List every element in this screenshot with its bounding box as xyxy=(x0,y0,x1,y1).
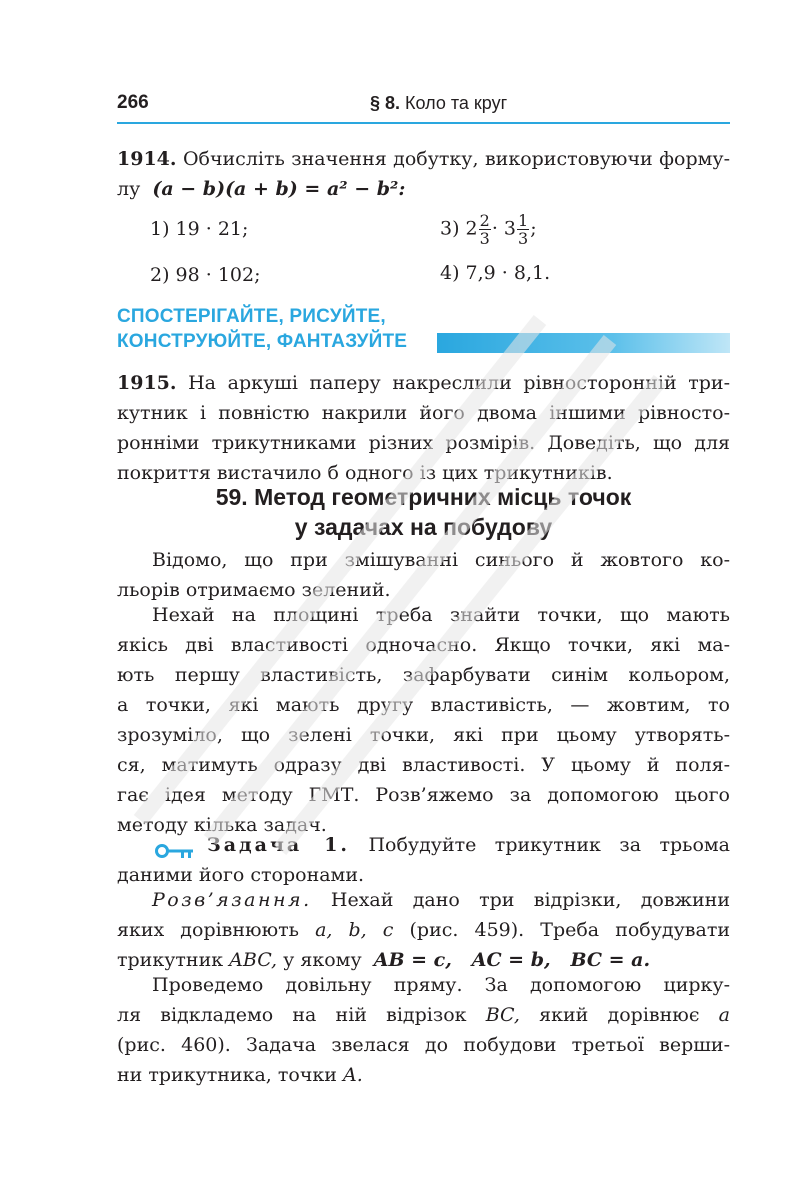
solution-line2 xyxy=(117,915,730,945)
solution-text: яких дорівнюють xyxy=(117,919,299,941)
solution xyxy=(117,885,730,975)
fraction-denominator: 3 xyxy=(479,229,490,248)
exercise-text: На аркуші паперу накреслили рівносторонній три- xyxy=(188,372,730,394)
paragraph-line: Проведемо довільну пряму. За допомогою цирку- xyxy=(152,974,730,996)
section-mark: § 8. xyxy=(370,93,401,113)
page-number: 266 xyxy=(117,92,149,113)
paragraph-line: методу кілька задач. xyxy=(117,814,327,836)
solution-text: Нехай дано три відрізки, довжини xyxy=(330,889,730,911)
rubric-line1: СПОСТЕРІГАЙТЕ, РИСУЙТЕ, xyxy=(117,306,386,327)
solution-text: (рис. 459). Треба побудувати xyxy=(409,919,731,941)
fraction-denominator: 3 xyxy=(518,229,529,248)
exercise-number: 1914. xyxy=(117,148,177,170)
paragraph-line xyxy=(117,1060,730,1090)
exercise-1915 xyxy=(117,368,730,488)
task-1-line1 xyxy=(117,830,730,860)
paragraph-line: льорів отримаємо зелений. xyxy=(117,579,391,601)
fraction-numerator: 2 xyxy=(479,211,490,230)
item-4: 4) 7,9 · 8,1. xyxy=(440,262,551,284)
segment-name: BC, xyxy=(485,1004,520,1026)
key-icon xyxy=(155,838,195,854)
paragraph-2 xyxy=(117,600,730,840)
paragraph-line: ся, матимуть одразу дві властивості. У цьому й поля- xyxy=(117,754,730,776)
item-3-mid: · 3 xyxy=(491,217,516,240)
solution-text: у якому xyxy=(283,949,362,971)
side-equations: AB = c, AC = b, BC = a. xyxy=(373,949,651,971)
exercise-text: Обчисліть значення добутку, використовуючи форму- xyxy=(182,148,730,170)
fraction xyxy=(517,212,529,247)
section-title-line2: у задачах на побудову xyxy=(294,514,553,540)
paragraph-text: ля відкладемо на ній відрізок xyxy=(117,1004,467,1026)
running-head-title: Коло та круг xyxy=(405,93,508,113)
paragraph-3 xyxy=(117,970,730,1090)
task-text: Побудуйте трикутник за трьома xyxy=(368,834,731,856)
rubric-bar xyxy=(437,333,730,353)
item-1: 1) 19 · 21; xyxy=(150,218,249,240)
triangle-name: ABC, xyxy=(229,949,278,971)
fraction-numerator: 1 xyxy=(518,211,529,230)
exercise-text: лу xyxy=(117,178,141,200)
section-title-line1: 59. Метод геометричних місць точок xyxy=(215,484,632,510)
formula: (a − b)(a + b) = a² − b²: xyxy=(152,178,406,200)
paragraph-line: якісь дві властивості одночасно. Якщо точки, які ма- xyxy=(117,634,730,656)
variable: A. xyxy=(342,1064,363,1086)
paragraph-line: зрозуміло, що зелені точки, які при цьому утворять- xyxy=(117,724,730,746)
paragraph-line xyxy=(117,1000,730,1030)
paragraph-1 xyxy=(117,545,730,605)
header-rule xyxy=(117,122,730,124)
item-2: 2) 98 · 102; xyxy=(150,264,261,286)
running-head xyxy=(370,93,507,114)
paragraph-line: ють першу властивість, зафарбувати синім кольором, xyxy=(117,664,730,686)
variable: a xyxy=(718,1004,730,1026)
task-1 xyxy=(117,830,730,890)
paragraph-line: (рис. 460). Задача звелася до побудови третьої верши- xyxy=(117,1034,730,1056)
solution-label: Розв’язання. xyxy=(152,889,312,911)
solution-text: трикутник xyxy=(117,949,224,971)
exercise-1914 xyxy=(117,144,730,204)
exercise-1915-line3: ронніми трикутниками різних розмірів. Доведіть, що для xyxy=(117,432,730,454)
fraction xyxy=(479,212,491,247)
exercise-1915-line2: кутник і повністю накрили його двома іншими рівносто- xyxy=(117,402,730,424)
exercise-number: 1915. xyxy=(117,372,177,394)
item-3-suffix: ; xyxy=(530,217,537,240)
exercise-1914-line2 xyxy=(117,174,730,204)
paragraph-line: гає ідея методу ГМТ. Розв’яжемо за допомогою цього xyxy=(117,784,730,806)
item-3-prefix: 3) 2 xyxy=(440,217,478,240)
exercise-1915-line4: покриття вистачило б одного із цих трикутників. xyxy=(117,462,613,484)
rubric-line2: КОНСТРУЮЙТЕ, ФАНТАЗУЙТЕ xyxy=(117,331,408,352)
rubric-heading xyxy=(117,304,407,354)
task-label: Задача 1. xyxy=(207,834,351,856)
section-title xyxy=(117,482,730,542)
item-3 xyxy=(440,212,537,247)
solution-line1 xyxy=(117,885,730,915)
paragraph-text: який дорівнює xyxy=(539,1004,700,1026)
exercise-1915-line1 xyxy=(117,368,730,398)
paragraph-line: Відомо, що при змішуванні синього й жовтого ко- xyxy=(152,549,730,571)
paragraph-line: а точки, які мають другу властивість, — жовтим, то xyxy=(117,694,730,716)
exercise-1914-line1 xyxy=(117,144,730,174)
solution-variables: a, b, c xyxy=(315,919,394,941)
paragraph-text: ни трикутника, точки xyxy=(117,1064,337,1086)
task-1-line2: даними його сторонами. xyxy=(117,864,365,886)
paragraph-line: Нехай на площині треба знайти точки, що мають xyxy=(152,604,730,626)
